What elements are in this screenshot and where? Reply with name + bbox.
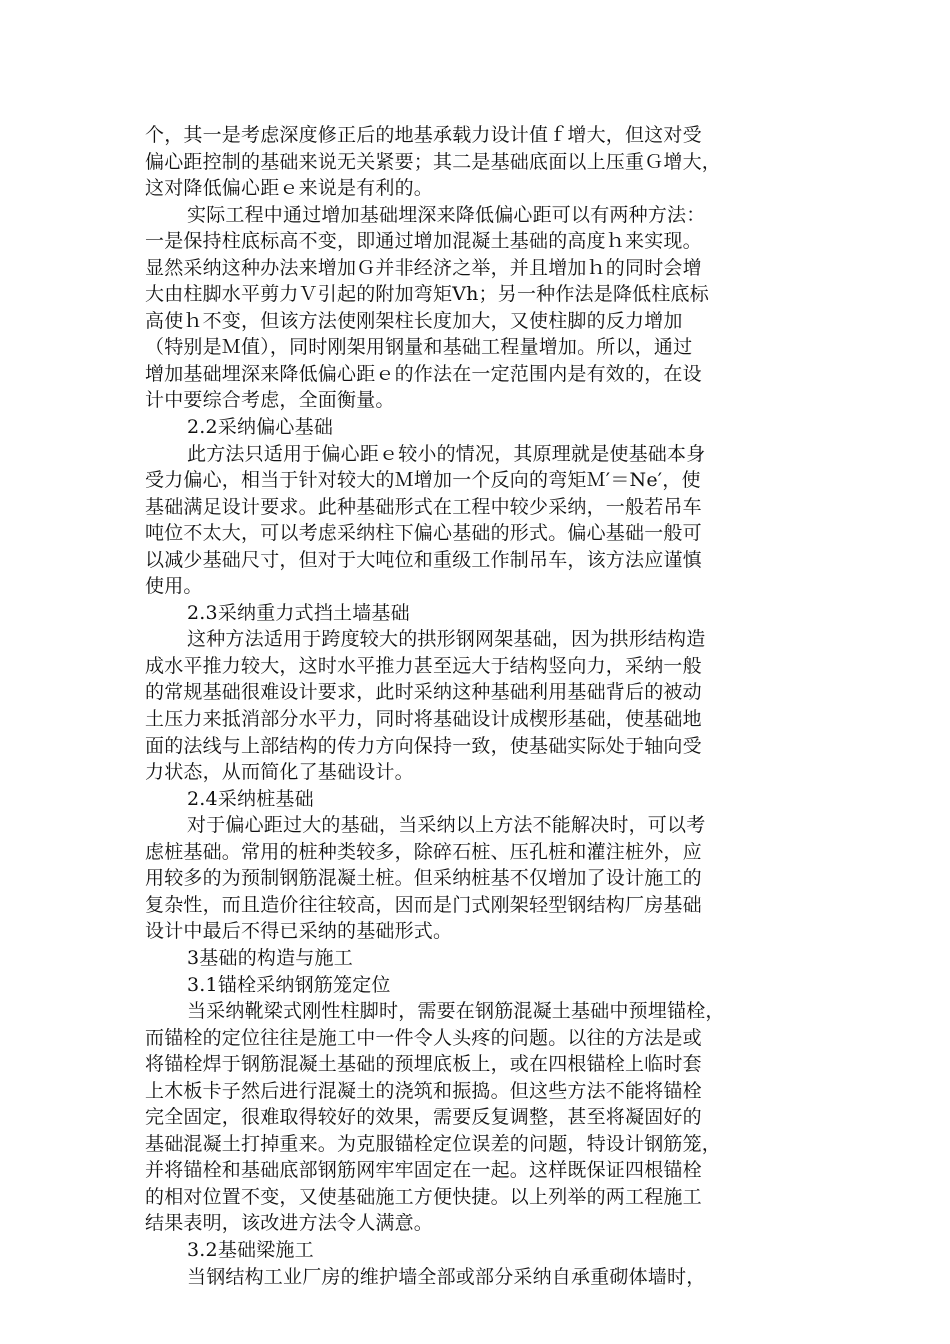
text-line: 土压力来抵消部分水平力，同时将基础设计成楔形基础，使基础地 bbox=[145, 708, 702, 731]
text-line: 一是保持柱底标高不变，即通过增加混凝土基础的高度ｈ来实现。 bbox=[145, 230, 702, 253]
text-line: 2.3采纳重力式挡土墙基础 bbox=[187, 601, 410, 624]
text-line: 个，其一是考虑深度修正后的地基承载力设计值ｆ增大，但这对受 bbox=[145, 124, 702, 146]
text-line: 3基础的构造与施工 bbox=[187, 946, 353, 969]
text-line: 2.2采纳偏心基础 bbox=[187, 416, 334, 439]
text-line: 吨位不太大，可以考虑采纳柱下偏心基础的形式。偏心基础一般可 bbox=[145, 522, 702, 545]
text-line: 基础满足设计要求。此种基础形式在工程中较少采纳，一般若吊车 bbox=[145, 495, 702, 518]
text-line: 设计中最后不得已采纳的基础形式。 bbox=[145, 920, 453, 943]
text-line: 当采纳靴梁式刚性柱脚时，需要在钢筋混凝土基础中预埋锚栓， bbox=[187, 1000, 725, 1023]
text-line: 这种方法适用于跨度较大的拱形钢网架基础，因为拱形结构造 bbox=[187, 628, 706, 651]
text-line: 大由柱脚水平剪力Ｖ引起的附加弯矩Vh；另一种作法是降低柱底标 bbox=[145, 283, 709, 306]
text-line: 面的法线与上部结构的传力方向保持一致，使基础实际处于轴向受 bbox=[145, 734, 702, 757]
text-line: 完全固定，很难取得较好的效果，需要反复调整，甚至将凝固好的 bbox=[145, 1106, 702, 1129]
text-line: 3.2基础梁施工 bbox=[187, 1238, 314, 1261]
text-line: 当钢结构工业厂房的维护墙全部或部分采纳自承重砌体墙时， bbox=[187, 1265, 706, 1288]
text-line: 力状态，从而简化了基础设计。 bbox=[145, 761, 414, 784]
document-body bbox=[145, 122, 797, 1290]
text-line: 显然采纳这种办法来增加Ｇ并非经济之举，并且增加ｈ的同时会增 bbox=[145, 256, 702, 279]
text-line: 复杂性，而且造价往往较高，因而是门式刚架轻型钢结构厂房基础 bbox=[145, 893, 702, 916]
text-line: 实际工程中通过增加基础埋深来降低偏心距可以有两种方法： bbox=[187, 203, 706, 226]
text-line: 2.4采纳桩基础 bbox=[187, 787, 314, 810]
text-line: 将锚栓焊于钢筋混凝土基础的预埋底板上，或在四根锚栓上临时套 bbox=[145, 1053, 702, 1076]
text-line: 而锚栓的定位往往是施工中一件令人头疼的问题。以往的方法是或 bbox=[145, 1026, 702, 1049]
text-line: 这对降低偏心距ｅ来说是有利的。 bbox=[145, 177, 434, 200]
text-line: 3.1锚栓采纳钢筋笼定位 bbox=[187, 973, 391, 996]
text-line: 受力偏心，相当于针对较大的Ｍ增加一个反向的弯矩Ｍ′＝Ne′，使 bbox=[145, 469, 701, 492]
text-line: 成水平推力较大，这时水平推力甚至远大于结构竖向力，采纳一般 bbox=[145, 654, 702, 677]
text-line: （特别是Ｍ值），同时刚架用钢量和基础工程量增加。所以，通过 bbox=[145, 336, 693, 359]
text-line: 用较多的为预制钢筋混凝土桩。但采纳桩基不仅增加了设计施工的 bbox=[145, 867, 702, 890]
text-line: 并将锚栓和基础底部钢筋网牢牢固定在一起。这样既保证四根锚栓 bbox=[145, 1159, 702, 1182]
text-line: 以减少基础尺寸，但对于大吨位和重级工作制吊车，该方法应谨慎 bbox=[145, 548, 702, 571]
text-line: 对于偏心距过大的基础，当采纳以上方法不能解决时，可以考 bbox=[187, 814, 706, 837]
text-line: 虑桩基础。常用的桩种类较多，除碎石桩、压孔桩和灌注桩外，应 bbox=[145, 840, 702, 863]
text-line: 的常规基础很难设计要求，此时采纳这种基础利用基础背后的被动 bbox=[145, 681, 702, 704]
text-line: 高使ｈ不变，但该方法使刚架柱长度加大，又使柱脚的反力增加 bbox=[145, 309, 683, 332]
text-line: 上木板卡子然后进行混凝土的浇筑和振捣。但这些方法不能将锚栓 bbox=[145, 1079, 702, 1102]
text-line: 基础混凝土打掉重来。为克服锚栓定位误差的问题，特设计钢筋笼， bbox=[145, 1132, 722, 1155]
text-line: 偏心距控制的基础来说无关紧要；其二是基础底面以上压重Ｇ增大， bbox=[145, 150, 722, 173]
text-line: 此方法只适用于偏心距ｅ较小的情况，其原理就是使基础本身 bbox=[187, 442, 706, 465]
text-line: 使用。 bbox=[145, 575, 203, 598]
text-line: 的相对位置不变，又使基础施工方便快捷。以上列举的两工程施工 bbox=[145, 1185, 702, 1208]
text-line: 增加基础埋深来降低偏心距ｅ的作法在一定范围内是有效的，在设 bbox=[145, 362, 702, 385]
text-line: 计中要综合考虑，全面衡量。 bbox=[145, 389, 395, 412]
text-line: 结果表明，该改进方法令人满意。 bbox=[145, 1212, 434, 1235]
